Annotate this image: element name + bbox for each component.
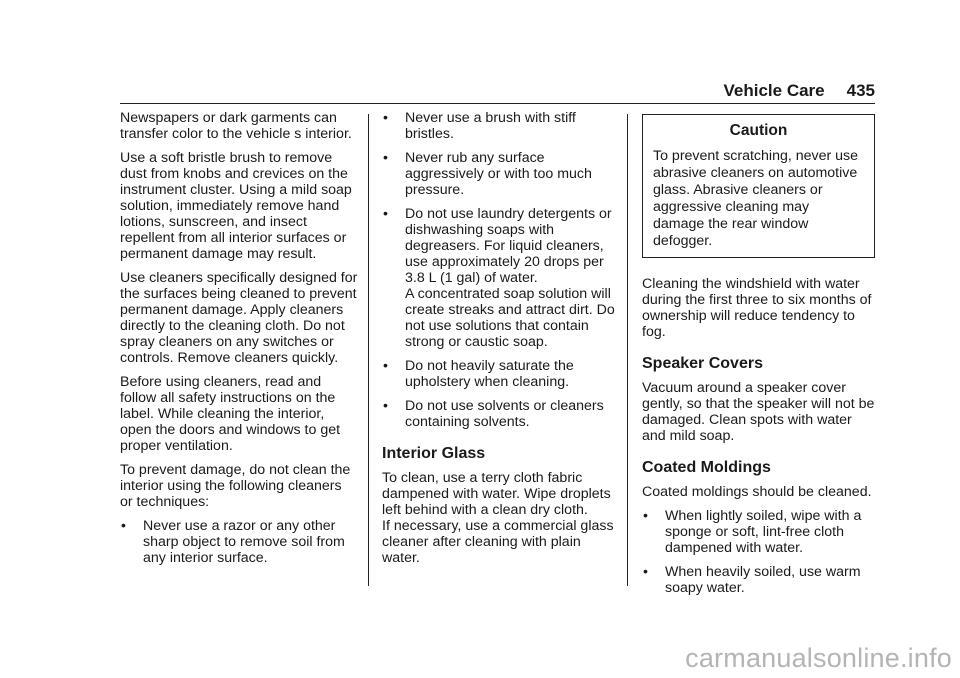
list-item-text: Never use a razor or any other sharp object to remove soil from any interior surface. bbox=[143, 518, 345, 566]
section-title: Vehicle Care bbox=[723, 81, 825, 100]
bullet-marker: • bbox=[643, 564, 648, 580]
bullet-marker: • bbox=[383, 358, 388, 374]
paragraph: To clean, use a terry cloth fabric dampened with water. Wipe droplets left behind with a clean dry cloth. If necessary, use a commercial glass cleaner after cleaning with plain water. bbox=[382, 470, 614, 566]
list-item bbox=[642, 564, 875, 596]
paragraph: Use cleaners specifically designed for the surfaces being cleaned to prevent permanent damage. Apply cleaners directly to the cleaning cloth. Do not spray cleaners on any switches or controls. Remove cleaners quickly. bbox=[120, 270, 358, 366]
bullet-marker: • bbox=[643, 508, 648, 524]
bullet-marker: • bbox=[383, 150, 388, 166]
list-item-text: Do not use solvents or cleaners containing solvents. bbox=[405, 398, 604, 430]
column-divider-1 bbox=[368, 114, 369, 586]
paragraph: Cleaning the windshield with water during the first three to six months of ownership will reduce tendency to fog. bbox=[642, 276, 872, 340]
list-item-text: When lightly soiled, wipe with a sponge or soft, lint-free cloth dampened with water. bbox=[665, 508, 862, 556]
watermark: carmanualsonline.info bbox=[685, 643, 952, 673]
caution-title: Caution bbox=[729, 122, 788, 139]
page-number: 435 bbox=[846, 81, 875, 100]
section-heading: Coated Moldings bbox=[642, 459, 771, 476]
list-item bbox=[382, 150, 620, 198]
page-header bbox=[120, 80, 875, 102]
list-item bbox=[382, 358, 620, 390]
column-1 bbox=[120, 110, 358, 574]
bullet-marker: • bbox=[383, 398, 388, 414]
column-2 bbox=[382, 110, 620, 574]
column-3 bbox=[642, 110, 875, 604]
caution-box bbox=[642, 114, 875, 258]
header-divider bbox=[120, 103, 875, 104]
section-heading: Interior Glass bbox=[382, 445, 486, 462]
list-item bbox=[382, 206, 620, 350]
list-item bbox=[642, 508, 875, 556]
bullet-marker: • bbox=[383, 110, 388, 126]
list-item-text: Do not use laundry detergents or dishwashing soaps with degreasers. For liquid cleaners, use approximately 20 drops per 3.8 L (1 gal) of water. A concentrated soap solution will create streaks and attract dirt. Do not use solutions that contain strong or caustic soap. bbox=[405, 206, 615, 350]
section-heading: Speaker Covers bbox=[642, 355, 763, 372]
caution-text: To prevent scratching, never use abrasive cleaners on automotive glass. Abrasive cleaners or aggressive cleaning may damage the rear window defogger. bbox=[653, 148, 859, 249]
list-item-text: When heavily soiled, use warm soapy water. bbox=[665, 564, 861, 596]
list-item bbox=[382, 398, 620, 430]
bullet-marker: • bbox=[383, 206, 388, 222]
paragraph: Use a soft bristle brush to remove dust from knobs and crevices on the instrument cluster. Using a mild soap solution, immediately remove hand lotions, sunscreen, and insect repellent from all interior surfaces or permanent damage may result. bbox=[120, 150, 352, 262]
paragraph: To prevent damage, do not clean the interior using the following cleaners or techniques: bbox=[120, 462, 351, 510]
column-divider-2 bbox=[627, 114, 628, 586]
bullet-marker: • bbox=[121, 518, 126, 534]
paragraph: Before using cleaners, read and follow all safety instructions on the label. While cleaning the interior, open the doors and windows to get proper ventilation. bbox=[120, 374, 341, 454]
list-item-text: Never rub any surface aggressively or with too much pressure. bbox=[405, 150, 592, 198]
list-item-text: Never use a brush with stiff bristles. bbox=[405, 110, 576, 142]
list-item bbox=[120, 518, 358, 566]
list-item bbox=[382, 110, 620, 142]
paragraph: Newspapers or dark garments can transfer color to the vehicle s interior. bbox=[120, 110, 352, 142]
paragraph: Vacuum around a speaker cover gently, so that the speaker will not be damaged. Clean spots with water and mild soap. bbox=[642, 380, 875, 444]
list-item-text: Do not heavily saturate the upholstery when cleaning. bbox=[405, 358, 574, 390]
paragraph: Coated moldings should be cleaned. bbox=[642, 484, 872, 500]
